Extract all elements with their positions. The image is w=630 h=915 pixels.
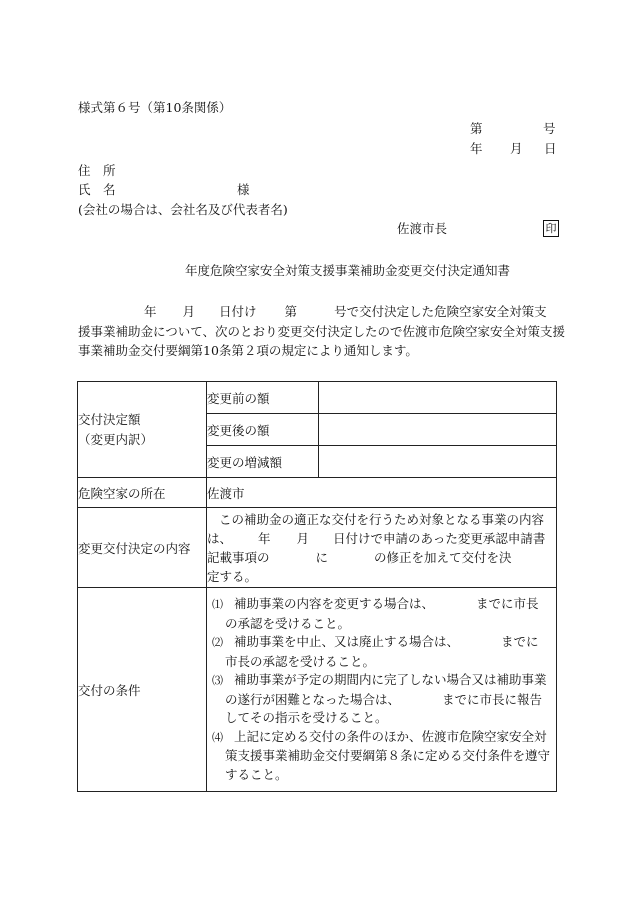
- document-title: 年度危険空家安全対策支援事業補助金変更交付決定通知書: [185, 263, 511, 278]
- amount-diff-label: 変更の増減額: [207, 446, 319, 478]
- amount-before-label: 変更前の額: [207, 382, 319, 414]
- change-line-2d: 日付けで申請のあった変更承認申請書: [333, 530, 546, 546]
- grant-conditions-label: 交付の条件: [78, 588, 207, 792]
- condition-item: ⑶ 補助事業が予定の期間内に完了しない場合又は補助事業 の遂行が困難となった場合は、 までに市長に報告 してその指示を受けること。: [212, 672, 547, 725]
- change-content-value: [207, 508, 557, 588]
- recipient-address-label: 住 所: [78, 163, 116, 178]
- issue-date-year: 年: [470, 141, 483, 156]
- recipient-honorific: 様: [237, 182, 250, 197]
- grant-amount-label: 交付決定額: [78, 411, 141, 427]
- form-number: 様式第６号（第10条関係）: [78, 100, 232, 115]
- grant-amount-cell: [78, 382, 207, 478]
- amount-diff-value: [319, 446, 557, 478]
- condition-item: ⑴ 補助事業の内容を変更する場合は、 までに市長 の承認を受けること。: [212, 596, 539, 631]
- table-row: [78, 478, 557, 508]
- issue-date-day: 日: [544, 141, 557, 156]
- change-line-4: 定する。: [207, 568, 258, 584]
- document-number-prefix: 第: [470, 121, 483, 136]
- notice-body: [78, 302, 566, 361]
- change-line-3b: に: [315, 549, 329, 565]
- property-location-value: 佐渡市: [207, 478, 557, 508]
- change-line-3: [207, 548, 556, 567]
- company-note: (会社の場合は、会社名及び代表者名): [78, 202, 288, 217]
- condition-item: ⑷ 上記に定める交付の条件のほか、佐渡市危険空家安全対 策支援事業補助金交付要綱第８条に定める交付条件を遵守 すること。: [212, 728, 551, 782]
- issue-date-month: 月: [510, 141, 523, 156]
- change-content-label: 変更交付決定の内容: [78, 508, 207, 588]
- change-line-1: この補助金の適正な交付を行うため対象となる事業の内容: [219, 511, 545, 527]
- change-line-3a: 記載事項の: [207, 549, 270, 565]
- body-line-2: 援事業補助金について、次のとおり変更交付決定したので佐渡市危険空家安全対策支援: [78, 323, 566, 339]
- seal-mark: 印: [543, 220, 559, 237]
- amount-before-value: [319, 382, 557, 414]
- recipient-name-label: 氏 名: [78, 182, 116, 197]
- grant-conditions-value: [207, 588, 557, 792]
- body-number-prefix: 第: [284, 304, 298, 319]
- body-line-1: [78, 302, 562, 322]
- property-location-label: 危険空家の所在: [78, 478, 207, 508]
- body-line-3: 事業補助金交付要綱第10条第２項の規定により通知します。: [78, 343, 418, 358]
- change-line-2: [207, 529, 556, 548]
- change-year: 年: [258, 530, 271, 546]
- table-row: [78, 382, 557, 414]
- document-number-suffix: 号: [543, 121, 556, 136]
- grant-amount-sublabel: （変更内訳）: [78, 431, 154, 447]
- issuer-mayor: 佐渡市長: [397, 221, 448, 236]
- grant-details-table: [77, 381, 557, 792]
- body-date: 日付け: [219, 304, 257, 319]
- table-row: [78, 588, 557, 792]
- change-month: 月: [296, 530, 310, 546]
- amount-after-label: 変更後の額: [207, 414, 319, 446]
- condition-item: ⑵ 補助事業を中止、又は廃止する場合は、 までに 市長の承認を受けること。: [212, 634, 539, 669]
- amount-after-value: [319, 414, 557, 446]
- body-year: 年: [144, 304, 157, 319]
- table-row: [78, 508, 557, 588]
- body-line-1-rest: 号で交付決定した危険空家安全対策支: [334, 304, 547, 319]
- change-line-3c: の修正を加えて交付を決: [374, 549, 512, 565]
- body-month: 月: [182, 304, 196, 319]
- change-line-2a: は、: [207, 530, 233, 546]
